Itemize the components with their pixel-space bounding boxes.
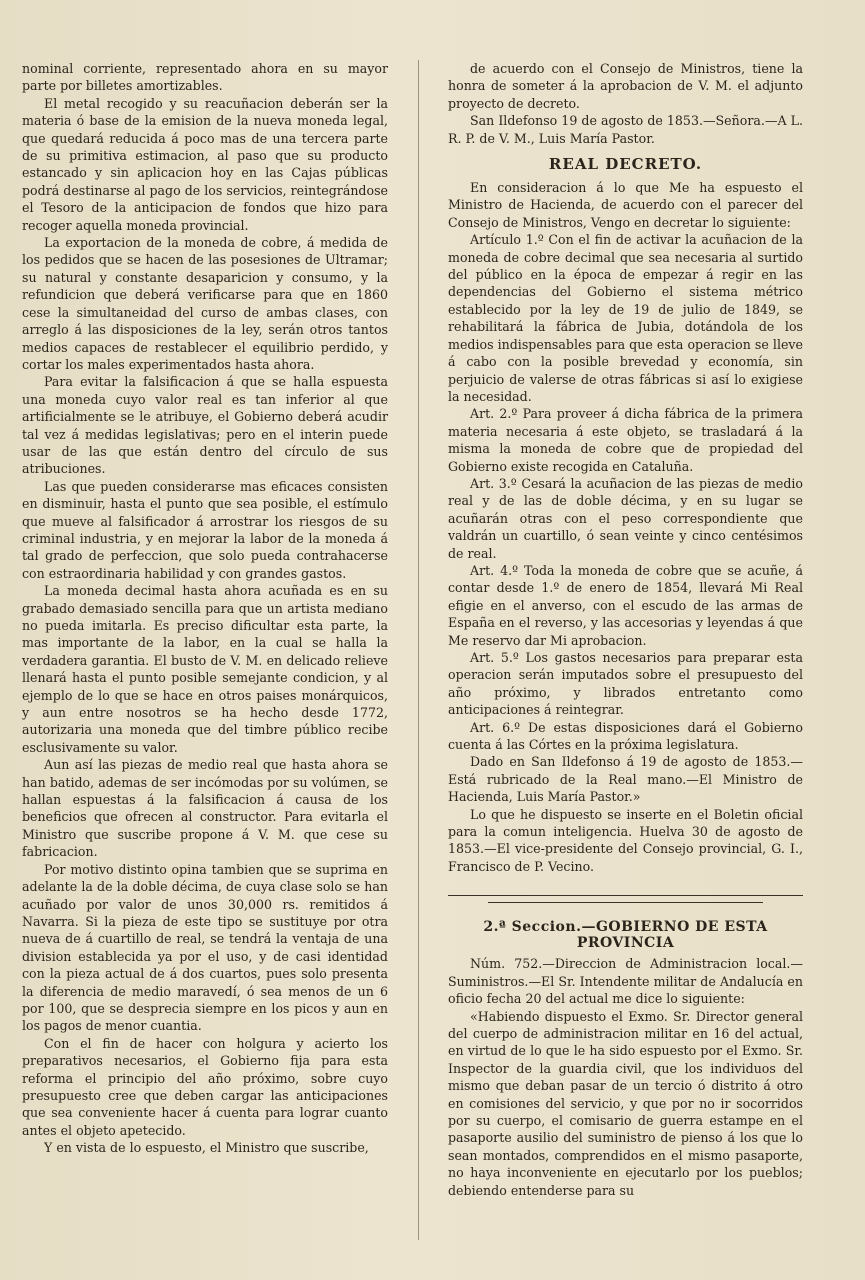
- article-4: Art. 4.º Toda la moneda de cobre que se acuñe, á contar desde 1.º de enero de 1854, llevará Mi Real efigie en el anverso, con el escudo de las armas de España en el reverso, y las accesorias y leyendas á que Me reservo dar Mi aprobacion.: [448, 562, 803, 648]
- paragraph: Lo que he dispuesto se inserte en el Boletin oficial para la comun inteligencia. Huelva 30 de agosto de 1853.—El vice-presidente del Consejo provincial, G. I., Francisco de P. Vecino.: [448, 806, 803, 874]
- paragraph: Aun así las piezas de medio real que hasta ahora se han batido, ademas de ser incómodas por su volúmen, se hallan espuestas á la falsificacion á causa de los beneficios que ofrecen al constructor. Para evitarla el Ministro que suscribe propone á V. M. que cese su fabricacion.: [22, 757, 388, 860]
- paragraph: Con el fin de hacer con holgura y acierto los preparativos necesarios, el Gobierno fija para esta reforma el principio del año próximo, sobre cuyo presupuesto cree que deben cargar las anticipaciones que sea conveniente hacer á cuenta para lograr cuanto antes el objeto apetecido.: [22, 1035, 388, 1138]
- section-rule-short: [488, 902, 763, 903]
- article-1: Artículo 1.º Con el fin de activar la acuñacion de la moneda de cobre decimal que sea necesaria al surtido del público en la época de empezar á regir en las dependencias del Gobierno el sistema métrico establecido por la ley de 19 de julio de 1849, se rehabilitará la fábrica de Jubia, dotándola de los medios indispensables para que esta operacion se lleve á cabo con la posible brevedad y economía, sin perjuicio de valerse de otras fábricas si así lo exigiese la necesidad.: [448, 232, 803, 404]
- paragraph: Y en vista de lo espuesto, el Ministro que suscribe,: [44, 1140, 369, 1156]
- article-2: Art. 2.º Para proveer á dicha fábrica de la primera materia necesaria á este objeto, se trasladará á la misma la moneda de cobre que de propiedad del Gobierno existe recogida en Cataluña.: [448, 406, 803, 474]
- paragraph: La moneda decimal hasta ahora acuñada es en su grabado demasiado sencilla para que un artista mediano no pueda imitarla. Es preciso dificultar esta parte, la mas importante de la labor, en la cual se halla la verdadera garantia. El busto de V. M. en delicado relieve llenará hasta el punto posible semejante condicion, y al ejemplo de lo que se hace en otros paises monárquicos, y aun entre nosotros se ha hecho desde 1772, autorizaria una moneda que del timbre público recibe esclusivamente su valor.: [22, 583, 388, 755]
- paragraph: En consideracion á lo que Me ha espuesto el Ministro de Hacienda, de acuerdo con el parecer del Consejo de Ministros, Vengo en decretar lo siguiente:: [448, 180, 803, 230]
- paragraph: Las que pueden considerarse mas eficaces consisten en disminuir, hasta el punto que sea posible, el estímulo que mueve al falsificador á arrostrar los riesgos de su criminal industria, y en mejorar la labor de la moneda á tal grado de perfeccion, que solo pueda contrahacerse con estraordinaria habilidad y con grandes gastos.: [22, 478, 388, 581]
- section-rule: [448, 895, 803, 896]
- article-5: Art. 5.º Los gastos necesarios para preparar esta operacion serán imputados sobre el presupuesto del año próximo, y librados entretanto como anticipaciones á reintegrar.: [448, 650, 803, 718]
- left-column: [22, 60, 388, 1157]
- article-3: Art. 3.º Cesará la acuñacion de las piezas de medio real y de las de doble décima, y en su lugar se acuñarán otras con el peso correspondiente que valdrán un cuartillo, ó sean veinte y cinco centésimos de real.: [448, 475, 803, 561]
- signature-line: San Ildefonso 19 de agosto de 1853.—Señora.—A L. R. P. de V. M., Luis María Pastor.: [448, 113, 803, 146]
- paragraph: «Habiendo dispuesto el Exmo. Sr. Director general del cuerpo de administracion militar en 16 del actual, en virtud de lo que le ha sido espuesto por el Exmo. Sr. Inspector de la guardia civil, que los individuos del mismo que deban pasar de un tercio ó distrito á otro en comisiones del servicio, y que por no ir socorridos por su cuerpo, el comisario de guerra estampe en el pasaporte ausilio del suministro de pienso á los que lo sean montados, comprendidos en el mismo pasaporte, no haya inconveniente en ejecutarlo por los pueblos; debiendo entenderse para su: [448, 1008, 803, 1198]
- decree-title: REAL DECRETO.: [548, 155, 703, 174]
- section-title: 2.ª Seccion.—GOBIERNO DE ESTA PROVINCIA: [483, 919, 768, 952]
- paragraph: La exportacion de la moneda de cobre, á medida de los pedidos que se hacen de las posesiones de Ultramar; su natural y constante desaparicion y consumo, y la refundicion que deberá verificarse para que en 1860 cese la simultaneidad del curso de ambas clases, con arreglo á las disposiciones de la ley, serán otros tantos medios capaces de restablecer el equilibrio perdido, y cortar los males experimentados hasta ahora.: [22, 235, 388, 372]
- article-6: Art. 6.º De estas disposiciones dará el Gobierno cuenta á las Córtes en la próxima legislatura.: [448, 719, 803, 753]
- right-column: [448, 60, 803, 1199]
- column-divider: [418, 60, 419, 1240]
- paragraph: Dado en San Ildefonso á 19 de agosto de 1853.—Está rubricado de la Real mano.—El Ministro de Hacienda, Luis María Pastor.»: [448, 754, 803, 805]
- paragraph: nominal corriente, representado ahora en su mayor parte por billetes amortizables.: [22, 61, 388, 94]
- paragraph: Por motivo distinto opina tambien que se suprima en adelante la de la doble décima, de cuya clase solo se han acuñado por valor de unos 30,000 rs. remitidos á Navarra. Si la pieza de este tipo se sustituye por otra nueva de á cuartillo de real, se tendrá la ventaja de una division establecida ya por el uso, y de casi identidad con la pieza actual de á dos cuartos, pues solo presenta la diferencia de medio maravedí, ó sea menos de un 6 por 100, que se desprecia siempre en los picos y aun en los pagos de menor cuantia.: [22, 861, 388, 1034]
- paragraph: Para evitar la falsificacion á que se halla espuesta una moneda cuyo valor real es tan inferior al que artificialmente se le atribuye, el Gobierno deberá acudir tal vez á medidas legislativas; pero en el interin puede usar de las que están dentro del círculo de sus atribuciones.: [22, 374, 388, 477]
- paragraph: El metal recogido y su reacuñacion deberán ser la materia ó base de la emision de la nueva moneda legal, que quedará reducida á poco mas de una tercera parte de su primitiva estimacion, al paso que su producto estancado y sin aplicacion hoy en las Cajas públicas podrá destinarse al pago de los servicios, reintegrándose el Tesoro de la anticipacion de fondos que hizo para recoger aquella moneda provincial.: [22, 95, 388, 233]
- paragraph: Núm. 752.—Direccion de Administracion local.—Suministros.—El Sr. Intendente militar de Andalucía en oficio fecha 20 del actual me dice lo siguiente:: [448, 956, 803, 1007]
- paragraph: de acuerdo con el Consejo de Ministros, tiene la honra de someter á la aprobacion de V. M. el adjunto proyecto de decreto.: [448, 61, 803, 111]
